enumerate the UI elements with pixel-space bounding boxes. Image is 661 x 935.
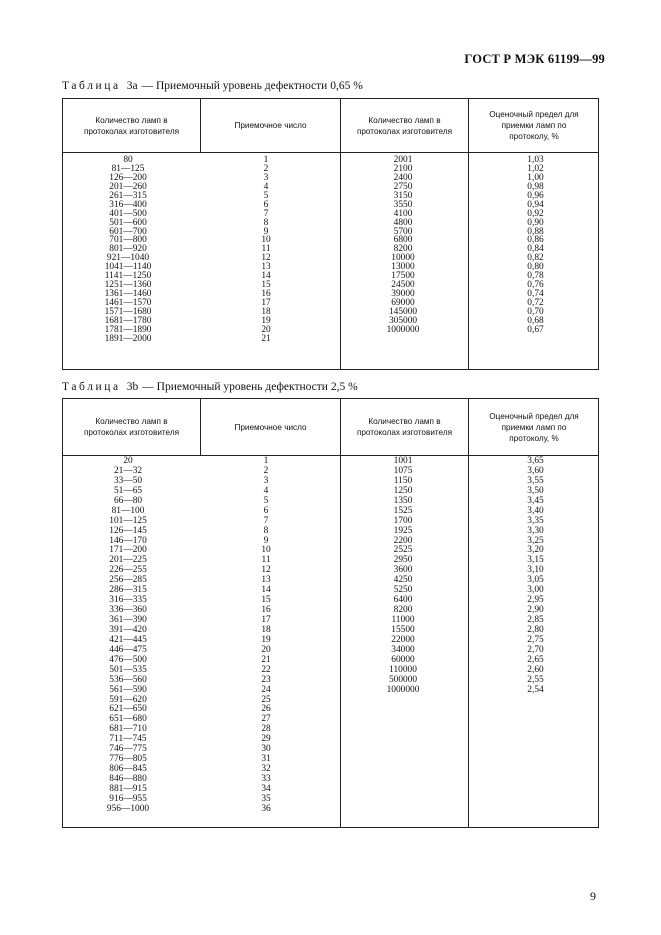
table-b-right-lamps-column (353, 457, 453, 696)
table-a-acceptance-cell: 18 (261, 306, 271, 317)
table-b-lamps-cell: 881—915 (109, 783, 147, 794)
table-a-lamps-cell: 921—1040 (106, 253, 150, 264)
table-a-right-lamps-cell: 24500 (391, 280, 415, 291)
table-b-acceptance-cell: 29 (261, 734, 271, 745)
table-b-acceptance-cell: 30 (261, 744, 271, 755)
table-b-acceptance-cell: 6 (263, 505, 269, 516)
table-b-acceptance-cell: 33 (261, 774, 271, 784)
table-a-caption-title: — Приемочный уровень дефектности 0,65 % (141, 80, 363, 92)
table-a-acceptance-cell: 20 (261, 324, 271, 335)
table-b-lamps-cell: 201—225 (109, 555, 147, 566)
table-b-right-lamps-cell: 4250 (393, 575, 413, 586)
table-b-right-lamps-cell: 1700 (393, 515, 413, 526)
table-b-limit-cell: 3,20 (527, 545, 544, 556)
table-a-limit-cell: 0,92 (527, 208, 544, 219)
table-b-right-lamps-cell: 1350 (393, 495, 413, 506)
table-a-right-lamps-cell: 39000 (391, 289, 415, 300)
table-b-limit-cell: 2,54 (527, 684, 544, 695)
table-a (62, 98, 599, 370)
table-a-caption-label: Таблица (62, 80, 121, 92)
table-b-limit-cell: 2,70 (527, 644, 544, 655)
table-a-acceptance-cell: 12 (261, 253, 271, 264)
table-b-lamps-cell: 126—145 (109, 525, 147, 536)
table-b-lamps-cell: 806—845 (109, 764, 147, 775)
table-b-acceptance-cell: 34 (261, 783, 271, 794)
table-b-lamps-cell: 916—955 (109, 793, 147, 804)
table-a-right-lamps-cell: 1000000 (386, 324, 420, 335)
table-a-right-lamps-cell: 5700 (393, 226, 413, 237)
table-a-right-lamps-cell: 3550 (393, 199, 413, 210)
table-a-limit-cell: 0,76 (527, 280, 544, 291)
table-b-right-lamps-cell: 34000 (391, 644, 415, 655)
table-b-lamps-cell: 286—315 (109, 585, 147, 596)
table-a-lamps-cell: 1571—1680 (104, 306, 152, 317)
table-a-limit-column (498, 156, 573, 335)
table-a-limit-cell: 0,74 (527, 289, 544, 300)
table-a-right-lamps-cell: 2100 (393, 163, 413, 174)
table-b-lamps-cell: 101—125 (109, 515, 147, 526)
table-b-acceptance-cell: 1 (263, 456, 269, 466)
table-b (62, 398, 599, 828)
table-b-caption-number: 3b (126, 381, 139, 393)
table-b-acceptance-cell: 26 (261, 704, 271, 715)
table-b-right-lamps-cell: 1001 (393, 456, 413, 466)
table-a-limit-cell: 1,00 (527, 172, 544, 183)
table-a-limit-cell: 0,70 (527, 306, 544, 317)
table-b-lamps-cell: 171—200 (109, 545, 147, 556)
table-b-limit-cell: 3,45 (527, 495, 544, 506)
table-b-acceptance-cell: 5 (263, 495, 269, 506)
table-b-acceptance-cell: 32 (261, 764, 271, 775)
table-a-acceptance-cell: 17 (261, 298, 271, 308)
table-a-acceptance-cell: 8 (263, 217, 269, 228)
table-b-acceptance-cell: 9 (263, 535, 269, 546)
table-b-acceptance-cell: 21 (261, 654, 271, 665)
table-a-limit-cell: 0,98 (527, 181, 544, 192)
table-a-right-lamps-column (353, 156, 453, 335)
table-a-limit-cell: 0,84 (527, 244, 544, 255)
table-b-limit-cell: 2,55 (527, 674, 544, 685)
table-b-acceptance-cell: 23 (261, 674, 271, 685)
table-b-acceptance-cell: 35 (261, 793, 271, 804)
table-b-acceptance-cell: 7 (263, 515, 269, 526)
table-a-right-lamps-cell: 6800 (393, 235, 413, 246)
table-a-lamps-cell: 126—200 (109, 172, 147, 183)
table-b-lamps-cell: 651—680 (109, 714, 147, 725)
table-a-right-lamps-cell: 2400 (393, 172, 413, 183)
table-b-header-acceptance: Приемочное число (234, 422, 307, 432)
table-a-right-lamps-cell: 10000 (391, 253, 415, 264)
table-a-acceptance-cell: 15 (261, 280, 271, 291)
table-a-header-lamps: Количество ламп в протоколах изготовителя (83, 115, 180, 136)
table-b-limit-column (498, 457, 573, 696)
table-b-limit-cell: 2,95 (527, 595, 544, 606)
table-a-limit-cell: 0,72 (527, 298, 544, 308)
table-a-lamps-cell: 1461—1570 (104, 298, 152, 308)
table-b-right-lamps-cell: 1250 (393, 485, 413, 496)
table-a-acceptance-cell: 13 (261, 262, 271, 273)
table-b-right-lamps-cell: 8200 (393, 605, 413, 616)
table-b-right-lamps-cell: 500000 (388, 674, 418, 685)
table-a-left-lamps-column (78, 156, 178, 344)
table-b-limit-cell: 3,40 (527, 505, 544, 516)
table-a-acceptance-cell: 10 (261, 235, 271, 246)
table-b-limit-cell: 3,05 (527, 575, 544, 586)
table-a-acceptance-cell: 4 (263, 181, 269, 192)
table-b-acceptance-cell: 18 (261, 624, 271, 635)
table-a-right-lamps-cell: 69000 (391, 298, 415, 308)
table-b-acceptance-cell: 36 (261, 803, 271, 814)
table-b-lamps-cell: 66—80 (113, 495, 143, 506)
table-b-limit-cell: 2,85 (527, 615, 544, 625)
table-a-header-lamps-right: Количество ламп в протоколах изготовителя (356, 115, 453, 136)
table-a-lamps-cell: 701—800 (109, 235, 147, 246)
table-b-right-lamps-cell: 1000000 (386, 684, 420, 695)
table-b-acceptance-cell: 27 (261, 714, 271, 725)
table-b-acceptance-cell: 14 (261, 585, 271, 596)
table-a-caption (62, 80, 363, 92)
table-a-acceptance-cell: 3 (263, 172, 269, 183)
table-a-acceptance-cell: 2 (263, 163, 269, 174)
table-b-lamps-cell: 336—360 (109, 605, 147, 616)
table-a-acceptance-cell: 9 (263, 226, 269, 237)
table-b-limit-cell: 3,10 (527, 565, 544, 576)
table-b-right-lamps-cell: 5250 (393, 585, 413, 596)
table-b-lamps-cell: 476—500 (109, 654, 147, 665)
table-b-lamps-cell: 711—745 (109, 734, 147, 745)
table-b-right-lamps-cell: 15500 (391, 624, 415, 635)
table-a-limit-cell: 0,82 (527, 253, 544, 264)
table-b-lamps-cell: 746—775 (109, 744, 147, 755)
table-b-lamps-cell: 681—710 (109, 724, 147, 735)
table-b-right-lamps-cell: 2200 (393, 535, 413, 546)
table-b-caption-label: Таблица (62, 381, 121, 393)
table-a-lamps-cell: 401—500 (109, 208, 147, 219)
table-b-lamps-cell: 421—445 (109, 634, 147, 645)
table-b-right-lamps-cell: 6400 (393, 595, 413, 606)
table-b-acceptance-cell: 15 (261, 595, 271, 606)
table-b-acceptance-cell: 4 (263, 485, 269, 496)
table-b-limit-cell: 3,00 (527, 585, 544, 596)
table-a-lamps-cell: 501—600 (109, 217, 147, 228)
table-a-lamps-cell: 1361—1460 (104, 289, 152, 300)
table-a-right-lamps-cell: 8200 (393, 244, 413, 255)
table-a-limit-cell: 0,88 (527, 226, 544, 237)
table-b-lamps-cell: 316—335 (109, 595, 147, 606)
table-a-acceptance-cell: 21 (261, 333, 271, 344)
table-b-lamps-cell: 81—100 (111, 505, 145, 516)
table-a-lamps-cell: 316—400 (109, 199, 147, 210)
table-b-caption-title: — Приемочный уровень дефектности 2,5 % (142, 381, 358, 393)
table-b-right-lamps-cell: 60000 (391, 654, 415, 665)
table-b-header-lamps: Количество ламп в протоколах изготовителя (83, 417, 180, 437)
table-a-lamps-cell: 201—260 (109, 181, 147, 192)
table-a-right-lamps-cell: 17500 (391, 271, 415, 282)
table-b-lamps-cell: 446—475 (109, 644, 147, 655)
table-b-lamps-cell: 621—650 (109, 704, 147, 715)
table-a-acceptance-cell: 1 (263, 155, 269, 165)
table-b-lamps-cell: 256—285 (109, 575, 147, 586)
table-b-header-limit: Оценочный предел для приемки ламп по протоколу, % (489, 411, 579, 443)
table-a-right-lamps-cell: 145000 (388, 306, 418, 317)
table-a-limit-cell: 0,67 (527, 324, 544, 335)
table-b-acceptance-cell: 2 (263, 465, 269, 476)
table-b-right-lamps-cell: 2525 (393, 545, 413, 556)
table-a-limit-cell: 0,68 (527, 315, 544, 326)
table-b-acceptance-cell: 10 (261, 545, 271, 556)
table-b-right-lamps-cell: 1525 (393, 505, 413, 516)
table-b-acceptance-cell: 8 (263, 525, 269, 536)
table-b-lamps-cell: 846—880 (109, 774, 147, 784)
table-b-acceptance-cell: 22 (261, 664, 271, 675)
table-b-limit-cell: 3,25 (527, 535, 544, 546)
table-a-limit-cell: 0,94 (527, 199, 544, 210)
table-b-limit-cell: 3,50 (527, 485, 544, 496)
table-b-right-lamps-cell: 1925 (393, 525, 413, 536)
table-b-lamps-cell: 21—32 (113, 465, 143, 476)
table-b-lamps-cell: 146—170 (109, 535, 147, 546)
table-a-acceptance-cell: 11 (261, 244, 271, 255)
table-b-limit-cell: 3,35 (527, 515, 544, 526)
table-a-limit-cell: 0,80 (527, 262, 544, 273)
table-a-lamps-cell: 261—315 (109, 190, 147, 201)
table-b-right-lamps-cell: 1075 (393, 465, 413, 476)
table-a-acceptance-cell: 5 (263, 190, 269, 201)
table-b-acceptance-cell: 12 (261, 565, 271, 576)
table-b-acceptance-cell: 3 (263, 475, 269, 486)
table-a-right-lamps-cell: 4100 (393, 208, 413, 219)
table-a-limit-cell: 0,90 (527, 217, 544, 228)
table-b-limit-cell: 2,80 (527, 624, 544, 635)
table-a-acceptance-column (246, 156, 286, 344)
table-b-header-lamps-right: Количество ламп в протоколах изготовителя (356, 417, 453, 437)
table-b-acceptance-cell: 11 (261, 555, 271, 566)
table-b-limit-cell: 3,15 (527, 555, 544, 566)
table-a-limit-cell: 0,86 (527, 235, 544, 246)
table-a-acceptance-cell: 14 (261, 271, 271, 282)
table-b-lamps-cell: 776—805 (109, 754, 147, 765)
table-b-lamps-cell: 561—590 (109, 684, 147, 695)
table-b-right-lamps-cell: 1150 (393, 475, 413, 486)
table-b-lamps-cell: 501—535 (109, 664, 147, 675)
table-a-acceptance-cell: 16 (261, 289, 271, 300)
table-a-lamps-cell: 601—700 (109, 226, 147, 237)
table-a-right-lamps-cell: 4800 (393, 217, 413, 228)
table-a-lamps-cell: 801—920 (109, 244, 147, 255)
table-a-right-lamps-cell: 305000 (388, 315, 418, 326)
table-a-lamps-cell: 1891—2000 (104, 333, 152, 344)
table-b-limit-cell: 3,30 (527, 525, 544, 536)
table-a-header-limit: Оценочный предел для приемки ламп по протоколу, % (489, 110, 579, 141)
table-a-lamps-cell: 1251—1360 (104, 280, 152, 291)
table-a-limit-cell: 1,02 (527, 163, 544, 174)
table-b-acceptance-cell: 28 (261, 724, 271, 735)
table-b-acceptance-column (246, 457, 286, 815)
table-a-acceptance-cell: 7 (263, 208, 269, 219)
table-a-limit-cell: 1,03 (527, 155, 544, 165)
table-b-acceptance-cell: 31 (261, 754, 271, 765)
table-a-lamps-cell: 1781—1890 (104, 324, 152, 335)
table-a-right-lamps-cell: 13000 (391, 262, 415, 273)
table-b-lamps-cell: 391—420 (109, 624, 147, 635)
document-code: ГОСТ Р МЭК 61199—99 (464, 52, 605, 66)
table-b-limit-cell: 3,60 (527, 465, 544, 476)
table-a-acceptance-cell: 19 (261, 315, 271, 326)
table-b-right-lamps-cell: 2950 (393, 555, 413, 566)
table-b-acceptance-cell: 20 (261, 644, 271, 655)
table-a-lamps-cell: 81—125 (111, 163, 145, 174)
page-number: 9 (590, 889, 596, 903)
table-a-right-lamps-cell: 2001 (393, 155, 413, 165)
table-b-limit-cell: 2,90 (527, 605, 544, 616)
table-b-lamps-cell: 226—255 (109, 565, 147, 576)
table-a-limit-cell: 0,96 (527, 190, 544, 201)
table-b-lamps-cell: 20 (123, 456, 133, 466)
table-b-limit-cell: 2,75 (527, 634, 544, 645)
table-b-acceptance-cell: 24 (261, 684, 271, 695)
table-b-acceptance-cell: 17 (261, 615, 271, 625)
table-a-header-acceptance: Приемочное число (234, 121, 307, 130)
table-b-limit-cell: 3,65 (527, 456, 544, 466)
table-a-caption-number: 3а (126, 80, 138, 92)
table-b-left-lamps-column (78, 457, 178, 815)
table-b-limit-cell: 3,55 (527, 475, 544, 486)
table-a-lamps-cell: 1041—1140 (104, 262, 152, 273)
table-b-lamps-cell: 361—390 (109, 615, 147, 625)
table-a-lamps-cell: 1141—1250 (104, 271, 152, 282)
table-b-lamps-cell: 591—620 (109, 694, 147, 705)
table-b-lamps-cell: 956—1000 (106, 803, 150, 814)
table-a-right-lamps-cell: 2750 (393, 181, 413, 192)
table-b-caption (62, 381, 358, 393)
table-b-limit-cell: 2,65 (527, 654, 544, 665)
table-b-right-lamps-cell: 22000 (391, 634, 415, 645)
table-b-limit-cell: 2,60 (527, 664, 544, 675)
table-b-right-lamps-cell: 110000 (389, 664, 417, 675)
table-b-acceptance-cell: 19 (261, 634, 271, 645)
table-b-acceptance-cell: 16 (261, 605, 271, 616)
table-a-lamps-cell: 1681—1780 (104, 315, 152, 326)
table-b-acceptance-cell: 13 (261, 575, 271, 586)
table-b-right-lamps-cell: 11000 (391, 615, 415, 625)
table-b-acceptance-cell: 25 (261, 694, 271, 705)
table-b-lamps-cell: 33—50 (113, 475, 143, 486)
table-a-limit-cell: 0,78 (527, 271, 544, 282)
table-a-right-lamps-cell: 3150 (393, 190, 413, 201)
table-b-right-lamps-cell: 3600 (393, 565, 413, 576)
table-a-acceptance-cell: 6 (263, 199, 269, 210)
table-b-lamps-cell: 51—65 (113, 485, 143, 496)
table-b-lamps-cell: 536—560 (109, 674, 147, 685)
table-a-lamps-cell: 80 (123, 155, 133, 165)
